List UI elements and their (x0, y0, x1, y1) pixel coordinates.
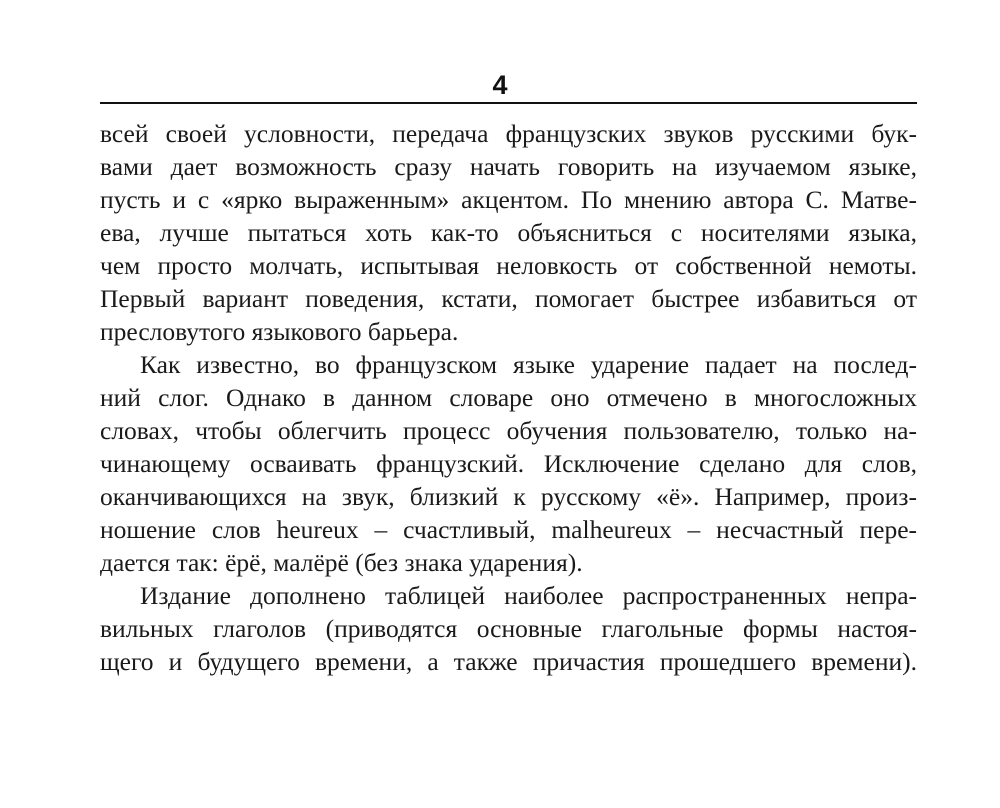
text-line: Издание дополнено таблицей наиболее распространенных непра- (140, 581, 917, 610)
text-line: вами дает возможность сразу начать говорить на изучаемом языке, (100, 152, 917, 181)
text-line: пусть и с «ярко выраженным» акцентом. По мнению автора С. Матве- (100, 185, 917, 214)
text-line: ний слог. Однако в данном словаре оно отмечено в многосложных (100, 383, 917, 412)
paragraph (100, 579, 917, 678)
body-text (100, 117, 917, 678)
paragraph (100, 117, 917, 348)
text-line: ношение слов heureux – счастливый, malheureux – несчастный пере- (100, 515, 917, 544)
text-line: словах, чтобы облегчить процесс обучения пользователю, только на- (100, 416, 917, 445)
text-line: ева, лучше пытаться хоть как-то объясниться с носителями языка, (100, 218, 917, 247)
text-line: оканчивающихся на звук, близкий к русскому «ё». Например, произ- (100, 482, 917, 511)
text-line: щего и будущего времени, а также причастия прошедшего времени). (100, 647, 917, 676)
header-rule (100, 102, 917, 104)
text-line: всей своей условности, передача французских звуков русскими бук- (100, 119, 917, 148)
paragraph (100, 348, 917, 579)
text-line: чинающему осваивать французский. Исключение сделано для слов, (100, 449, 917, 478)
text-line: Первый вариант поведения, кстати, помогает быстрее избавиться от (100, 284, 917, 313)
text-line: Как известно, во французском языке ударение падает на послед- (140, 350, 917, 379)
text-line: чем просто молчать, испытывая неловкость от собственной немоты. (100, 251, 917, 280)
page-number: 4 (492, 70, 508, 100)
text-line: вильных глаголов (приводятся основные глагольные формы настоя- (100, 614, 917, 643)
text-line: пресловутого языкового барьера. (100, 317, 459, 346)
text-line: дается так: ёрё, малёрё (без знака ударения). (100, 548, 583, 577)
